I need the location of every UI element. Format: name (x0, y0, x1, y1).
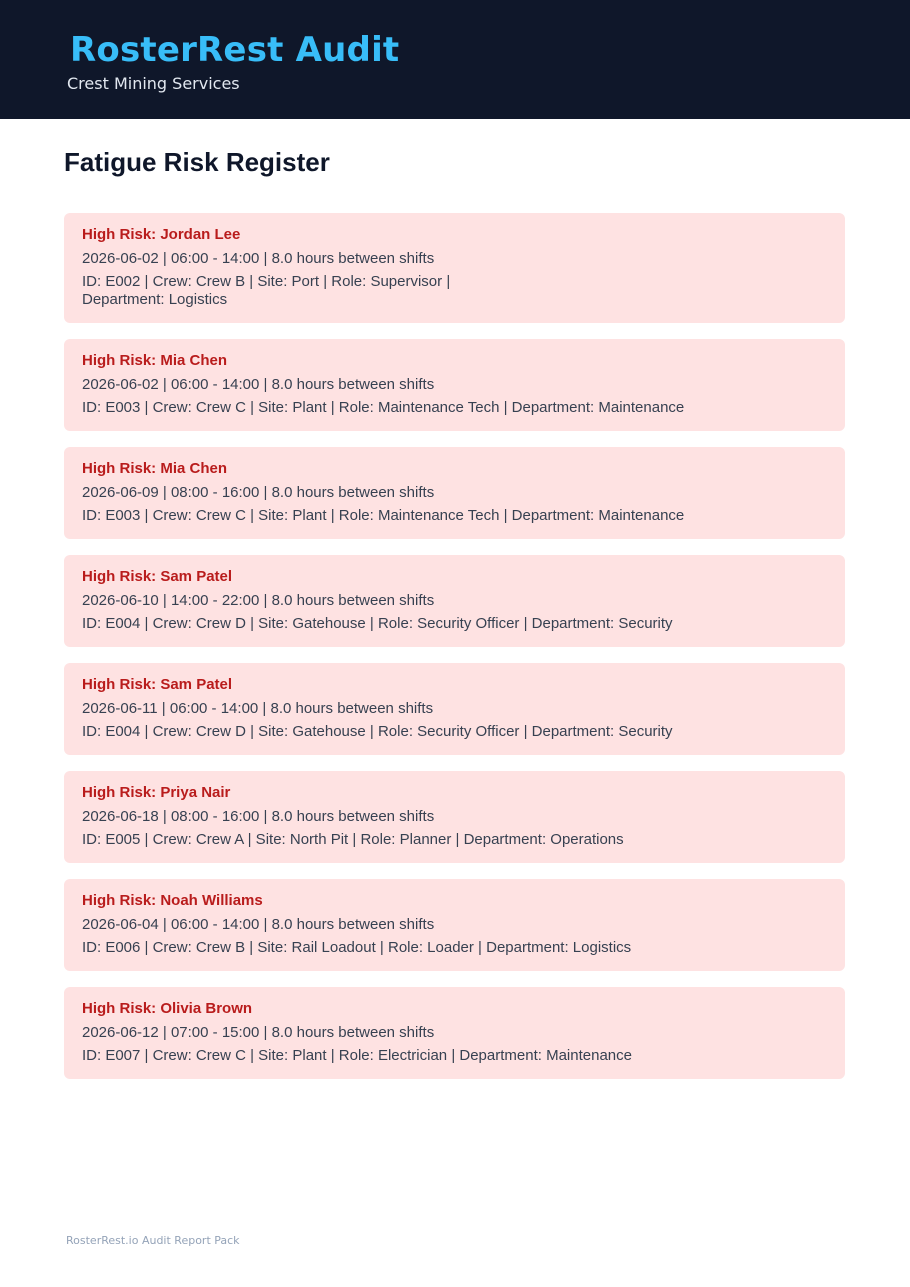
risk-entry-details: ID: E004 | Crew: Crew D | Site: Gatehouse | Role: Security Officer | Department: Security (82, 615, 673, 632)
risk-entry (64, 663, 845, 755)
risk-entry (64, 555, 845, 647)
risk-entry-shift: 2026-06-11 | 06:00 - 14:00 | 8.0 hours between shifts (82, 700, 434, 717)
risk-entry-title: High Risk: Mia Chen (82, 460, 228, 477)
risk-entry-title: High Risk: Noah Williams (82, 892, 263, 909)
risk-entry-shift: 2026-06-18 | 08:00 - 16:00 | 8.0 hours between shifts (82, 808, 435, 825)
risk-entry-title: High Risk: Sam Patel (82, 568, 233, 585)
risk-entry-shift: 2026-06-04 | 06:00 - 14:00 | 8.0 hours between shifts (82, 916, 435, 933)
risk-entry-title: High Risk: Jordan Lee (82, 226, 241, 243)
report-footer: RosterRest.io Audit Report Pack (66, 1234, 240, 1247)
risk-entry-shift: 2026-06-02 | 06:00 - 14:00 | 8.0 hours between shifts (82, 376, 435, 393)
risk-entry-shift: 2026-06-12 | 07:00 - 15:00 | 8.0 hours between shifts (82, 1024, 435, 1041)
risk-entry-title: High Risk: Priya Nair (82, 784, 231, 801)
risk-entry-shift: 2026-06-10 | 14:00 - 22:00 | 8.0 hours between shifts (82, 592, 435, 609)
risk-entry-details: ID: E005 | Crew: Crew A | Site: North Pit | Role: Planner | Department: Operations (82, 831, 624, 848)
risk-entry-details: ID: E006 | Crew: Crew B | Site: Rail Loadout | Role: Loader | Department: Logistics (82, 939, 632, 956)
risk-entry (64, 447, 845, 539)
risk-entry-details: ID: E002 | Crew: Crew B | Site: Port | Role: Supervisor | Department: Logistics (82, 273, 451, 308)
risk-entry-title: High Risk: Sam Patel (82, 676, 233, 693)
brand-title: RosterRest Audit (70, 30, 400, 70)
risk-entry-details: ID: E003 | Crew: Crew C | Site: Plant | Role: Maintenance Tech | Department: Maintenance (82, 399, 685, 416)
risk-entry-title: High Risk: Olivia Brown (82, 1000, 253, 1017)
risk-entry-details: ID: E004 | Crew: Crew D | Site: Gatehouse | Role: Security Officer | Department: Security (82, 723, 673, 740)
company-name: Crest Mining Services (67, 74, 240, 93)
risk-entry (64, 879, 845, 971)
report-header (0, 0, 910, 119)
page-title: Fatigue Risk Register (64, 147, 330, 177)
risk-entry-details: ID: E003 | Crew: Crew C | Site: Plant | Role: Maintenance Tech | Department: Maintenance (82, 507, 685, 524)
risk-entry (64, 771, 845, 863)
risk-entry-shift: 2026-06-02 | 06:00 - 14:00 | 8.0 hours between shifts (82, 250, 435, 267)
risk-entry (64, 213, 845, 323)
risk-entry-shift: 2026-06-09 | 08:00 - 16:00 | 8.0 hours between shifts (82, 484, 435, 501)
risk-entry (64, 339, 845, 431)
risk-register-list (64, 213, 845, 1095)
risk-entry-title: High Risk: Mia Chen (82, 352, 228, 369)
risk-entry (64, 987, 845, 1079)
risk-entry-details: ID: E007 | Crew: Crew C | Site: Plant | Role: Electrician | Department: Maintenance (82, 1047, 632, 1064)
